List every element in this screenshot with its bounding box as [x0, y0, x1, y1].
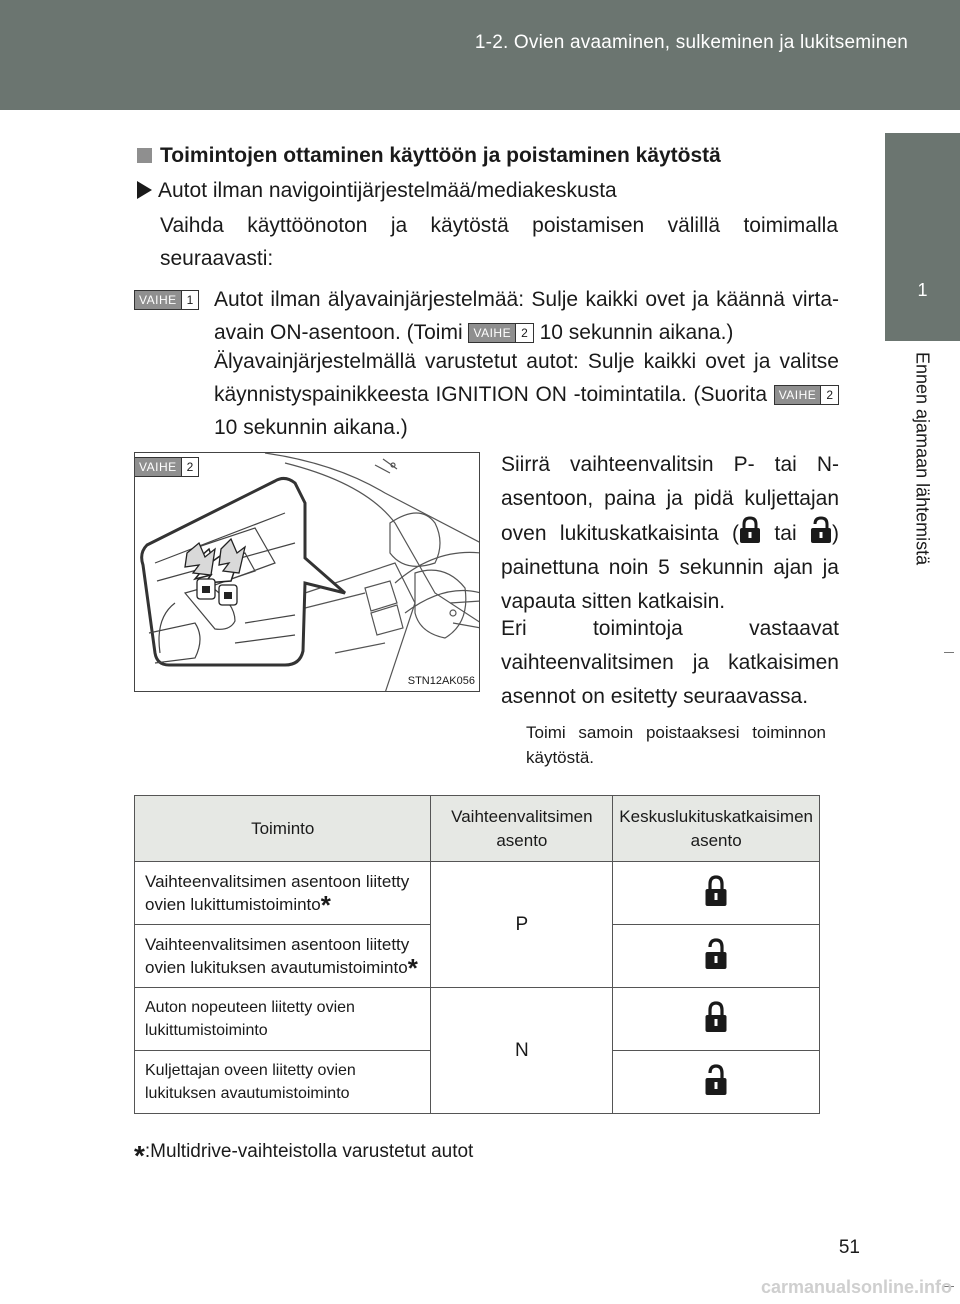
- switch-cell: [613, 862, 820, 925]
- shift-position-cell: N: [431, 988, 613, 1114]
- header-function: Toiminto: [135, 796, 431, 862]
- step1-paragraph-a: Autot ilman älyavainjärjestelmää: Sulje kaikki ovet ja käännä virta-avain ON-asentoon. (Toimi VAIHE 2 10 sekunnin aikana.): [214, 288, 839, 344]
- side-tab-label: [885, 352, 960, 592]
- function-cell: Vaihteenvalitsimen asentoon liitetty ovien lukituksen avautumistoiminto*: [135, 925, 431, 988]
- step-ref-badge: VAIHE 2: [468, 323, 533, 343]
- step2-description: Eri toimintoja vastaavat vaihteenvalitsimen ja katkaisimen asennot on esitetty seuraavassa.: [501, 617, 839, 708]
- lock-icon: [704, 1001, 728, 1033]
- page-number: 51: [838, 1237, 860, 1258]
- header-band: [0, 0, 960, 110]
- watermark: carmanualsonline.info: [760, 1277, 952, 1297]
- unlock-icon: [810, 516, 832, 544]
- step-ref-badge: VAIHE 2: [774, 385, 839, 405]
- function-cell: Kuljettajan oveen liitetty ovien lukituksen avautumistoiminto: [135, 1051, 431, 1114]
- step-badge-1: VAIHE 1: [134, 290, 199, 310]
- unlock-icon: [704, 938, 728, 970]
- square-bullet-icon: [137, 148, 152, 163]
- door-switch-illustration: [134, 452, 480, 692]
- triangle-bullet-icon: [137, 181, 152, 199]
- figure-code: STN12AK056: [407, 675, 475, 687]
- switch-cell: [613, 1051, 820, 1114]
- lock-icon: [739, 516, 761, 544]
- switch-cell: [613, 988, 820, 1051]
- shift-position-cell: P: [431, 862, 613, 988]
- unlock-icon: [704, 1064, 728, 1096]
- step1-paragraph-b: Älyavainjärjestelmällä varustetut autot: Sulje kaikki ovet ja valitse käynnistyspainikkeesta IGNITION ON -toimintatila. (Suorita VAIHE 2 10 sekunnin aikana.): [214, 350, 839, 439]
- margin-mark: [944, 652, 954, 653]
- step-badge-2: VAIHE 2: [134, 457, 199, 477]
- lock-icon: [704, 875, 728, 907]
- function-cell: Auton nopeuteen liitetty ovien lukittumistoiminto: [135, 988, 431, 1051]
- table-row: [135, 862, 820, 925]
- step2-paragraph: Siirrä vaihteenvalitsin P- tai N-asentoon, paina ja pidä kuljettajan oven lukituskatkaisinta ( tai ) painettuna noin 5 sekunnin ajan ja vapauta sitten katkaisin.: [501, 453, 839, 613]
- intro-paragraph: Vaihda käyttöönoton ja käytöstä poistamisen välillä toimimalla seuraavasti:: [160, 214, 838, 270]
- side-tab-number: 1: [917, 280, 928, 300]
- car-door-drawing: [135, 453, 480, 692]
- footnote: *:Multidrive-vaihteistolla varustetut autot: [134, 1140, 474, 1171]
- table-header-row: [135, 796, 820, 862]
- table-row: [135, 988, 820, 1051]
- header-shift-position: Vaihteenvalitsimen asento: [431, 796, 613, 862]
- switch-cell: [613, 925, 820, 988]
- chapter-title: 1-2. Ovien avaaminen, sulkeminen ja lukitseminen: [474, 32, 908, 53]
- section-heading: Toimintojen ottaminen käyttöön ja poistaminen käytöstä: [137, 144, 721, 168]
- function-cell: Vaihteenvalitsimen asentoon liitetty ovien lukittumistoiminto*: [135, 862, 431, 925]
- side-tab: [885, 133, 960, 341]
- subheading: Autot ilman navigointijärjestelmää/mediakeskusta: [137, 179, 617, 203]
- side-tab-label-text: Ennen ajamaan lähtemistä: [912, 352, 933, 566]
- header-switch-position: Keskuslukituskatkaisimen asento: [613, 796, 820, 862]
- note-text: Toimi samoin poistaaksesi toiminnon käytöstä.: [526, 723, 826, 767]
- function-table: [134, 795, 820, 1114]
